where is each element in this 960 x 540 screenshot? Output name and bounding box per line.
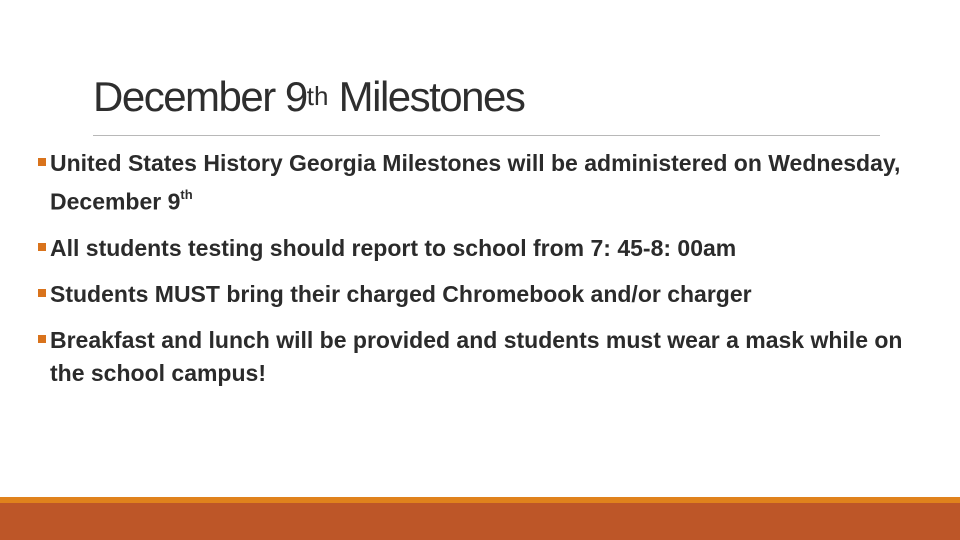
bullet-item <box>38 232 918 265</box>
bullet-text: All students testing should report to school from 7: 45-8: 00am <box>50 234 737 261</box>
bullet-item <box>38 278 918 311</box>
bullet-text: Breakfast and lunch will be provided and students must wear a mask while on the school campus! <box>50 326 903 386</box>
title-divider <box>93 135 880 136</box>
bullet-text: Students MUST bring their charged Chromebook and/or charger <box>50 280 752 307</box>
square-bullet-icon <box>38 147 50 166</box>
title-ordinal-suffix: th <box>306 81 329 111</box>
ordinal-suffix: th <box>180 187 193 202</box>
title-rest: Milestones <box>328 73 525 120</box>
bullet-item <box>38 324 918 390</box>
slide-title <box>93 72 524 122</box>
square-bullet-icon <box>38 278 50 297</box>
square-bullet-icon <box>38 232 50 251</box>
bullet-list <box>38 147 918 403</box>
title-main: December 9 <box>93 73 307 120</box>
bullet-item <box>38 147 918 219</box>
square-bullet-icon <box>38 324 50 343</box>
footer-bar <box>0 503 960 540</box>
bullet-text: United States History Georgia Milestones will be administered on Wednesday, December 9th <box>50 150 901 215</box>
